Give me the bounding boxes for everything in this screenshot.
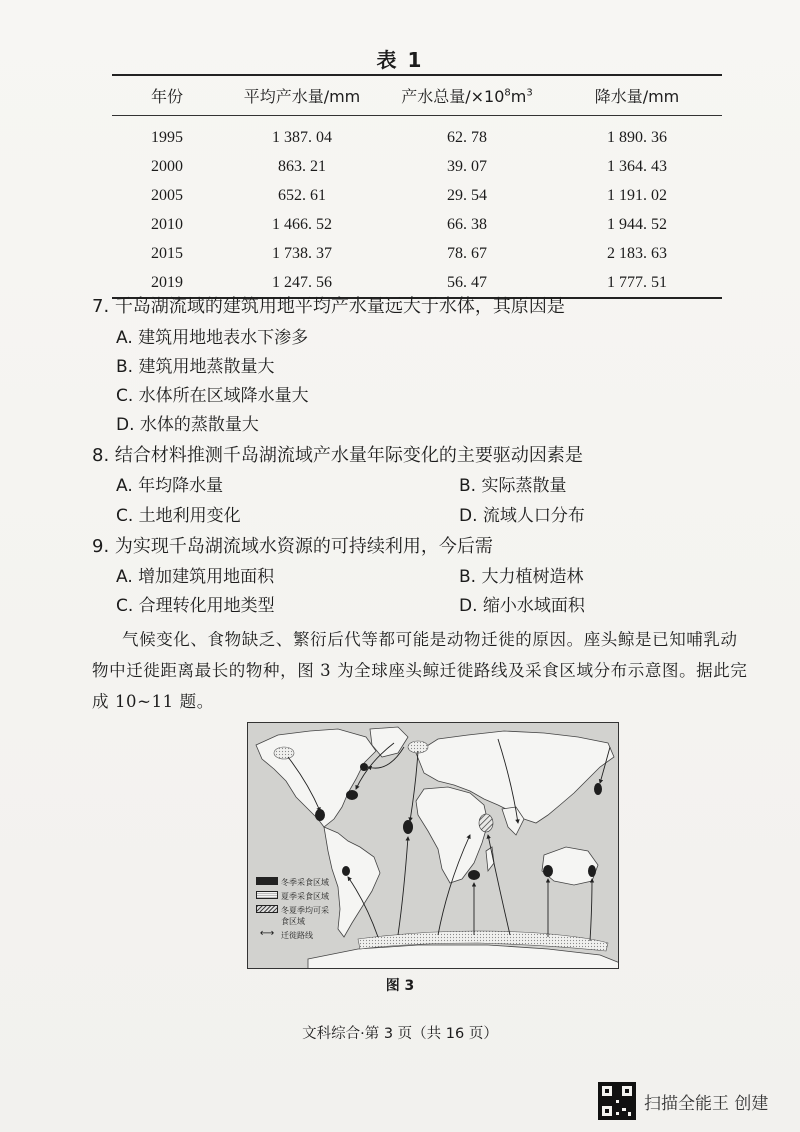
- header-year: 年份: [112, 75, 222, 115]
- header-total-exp: 8: [504, 87, 511, 99]
- figure-caption: 图 3: [385, 978, 415, 994]
- cell-year: 2005: [151, 186, 183, 204]
- header-total-water-yield: [382, 75, 552, 115]
- cell-avg: 1 466. 52: [272, 215, 332, 233]
- cell-rain: 1 191. 02: [607, 186, 667, 204]
- legend-both: [256, 905, 338, 927]
- header-total-unit-exp: 3: [526, 87, 533, 99]
- cell-avg: 652. 61: [278, 186, 326, 204]
- cell-rain: 1 777. 51: [607, 273, 667, 291]
- question-8-option-c[interactable]: C. 土地利用变化: [116, 506, 241, 526]
- winter-area: [468, 870, 480, 880]
- passage: [92, 624, 772, 717]
- passage-line-3: 成 10~11 题。: [92, 692, 214, 711]
- question-9-stem: 9. 为实现千岛湖流域水资源的可持续利用，今后需: [92, 536, 493, 557]
- passage-line-2: 物中迁徙距离最长的物种，图 3 为全球座头鲸迁徙路线及采食区域分布示意图。据此完: [92, 661, 748, 680]
- question-9-option-a[interactable]: A. 增加建筑用地面积: [116, 567, 275, 587]
- cell-total: 66. 38: [447, 215, 487, 233]
- qr-code-icon: [598, 1082, 636, 1120]
- header-precipitation: 降水量/mm: [552, 75, 722, 115]
- header-avg-water-yield: 平均产水量/mm: [222, 75, 382, 115]
- cell-avg: 1 738. 37: [272, 244, 332, 262]
- winter-area: [594, 783, 602, 795]
- question-7-option-d[interactable]: D. 水体的蒸散量大: [116, 415, 259, 435]
- winter-area: [403, 820, 413, 834]
- table-header-row: [112, 75, 722, 115]
- winter-area: [588, 865, 596, 877]
- cell-rain: 1 364. 43: [607, 157, 667, 175]
- legend-both-swatch: [256, 905, 278, 913]
- cell-total: 78. 67: [447, 244, 487, 262]
- cell-rain: 1 890. 36: [607, 128, 667, 146]
- scanner-watermark: [598, 1082, 768, 1120]
- legend-route-label: 迁徙路线: [281, 931, 313, 940]
- legend-summer: [256, 891, 338, 902]
- table-row: [112, 115, 722, 152]
- header-total-unit: m: [510, 86, 527, 106]
- legend-summer-label: 夏季采食区域: [281, 892, 329, 901]
- question-7-option-a[interactable]: A. 建筑用地地表水下渗多: [116, 328, 309, 348]
- legend-winter-label: 冬季采食区域: [281, 878, 329, 887]
- table-row: [112, 268, 722, 298]
- map-legend: [256, 877, 338, 944]
- legend-winter-swatch: [256, 877, 278, 885]
- double-arrow-icon: ⟷: [259, 928, 275, 939]
- passage-line-1: 气候变化、食物缺乏、繁衍后代等都可能是动物迁徙的原因。座头鲸是已知哺乳动: [122, 630, 738, 649]
- year-round-area: [479, 814, 493, 832]
- table-row: [112, 152, 722, 181]
- cell-year: 2015: [151, 244, 183, 262]
- cell-total: 39. 07: [447, 157, 487, 175]
- legend-both-label: 冬夏季均可采食区域: [281, 906, 329, 926]
- cell-avg: 1 247. 56: [272, 273, 332, 291]
- cell-avg: 863. 21: [278, 157, 326, 175]
- cell-total: 56. 47: [447, 273, 487, 291]
- table-row: [112, 181, 722, 210]
- question-9-option-b[interactable]: B. 大力植树造林: [459, 567, 584, 587]
- question-7-option-b[interactable]: B. 建筑用地蒸散量大: [116, 357, 275, 377]
- cell-total: 62. 78: [447, 128, 487, 146]
- summer-area: [274, 747, 294, 759]
- legend-winter: [256, 877, 338, 888]
- cell-rain: 1 944. 52: [607, 215, 667, 233]
- winter-area: [543, 865, 553, 877]
- question-8-option-d[interactable]: D. 流域人口分布: [459, 506, 585, 526]
- question-9-option-c[interactable]: C. 合理转化用地类型: [116, 596, 275, 616]
- cell-year: 2019: [151, 273, 183, 291]
- cell-year: 2010: [151, 215, 183, 233]
- question-8-option-b[interactable]: B. 实际蒸散量: [459, 476, 567, 496]
- winter-area: [346, 790, 358, 800]
- winter-area: [360, 763, 368, 771]
- page-footer: 文科综合·第 3 页（共 16 页）: [302, 1026, 498, 1042]
- legend-route: [256, 930, 338, 941]
- watermark-text: 扫描全能王 创建: [644, 1093, 769, 1114]
- cell-total: 29. 54: [447, 186, 487, 204]
- question-9-option-d[interactable]: D. 缩小水域面积: [459, 596, 585, 616]
- cell-avg: 1 387. 04: [272, 128, 332, 146]
- header-total-prefix: 产水总量/×10: [401, 86, 505, 106]
- table-caption: 表 1: [376, 48, 424, 72]
- data-table: [112, 74, 722, 299]
- cell-year: 2000: [151, 157, 183, 175]
- question-7-stem: 7. 千岛湖流域的建筑用地平均产水量远大于水体，其原因是: [92, 296, 565, 317]
- table-row: [112, 239, 722, 268]
- winter-area: [342, 866, 350, 876]
- question-8-stem: 8. 结合材料推测千岛湖流域产水量年际变化的主要驱动因素是: [92, 445, 583, 466]
- question-7-option-c[interactable]: C. 水体所在区域降水量大: [116, 386, 309, 406]
- cell-rain: 2 183. 63: [607, 244, 667, 262]
- table-row: [112, 210, 722, 239]
- legend-summer-swatch: [256, 891, 278, 899]
- question-8-option-a[interactable]: A. 年均降水量: [116, 476, 224, 496]
- cell-year: 1995: [151, 128, 183, 146]
